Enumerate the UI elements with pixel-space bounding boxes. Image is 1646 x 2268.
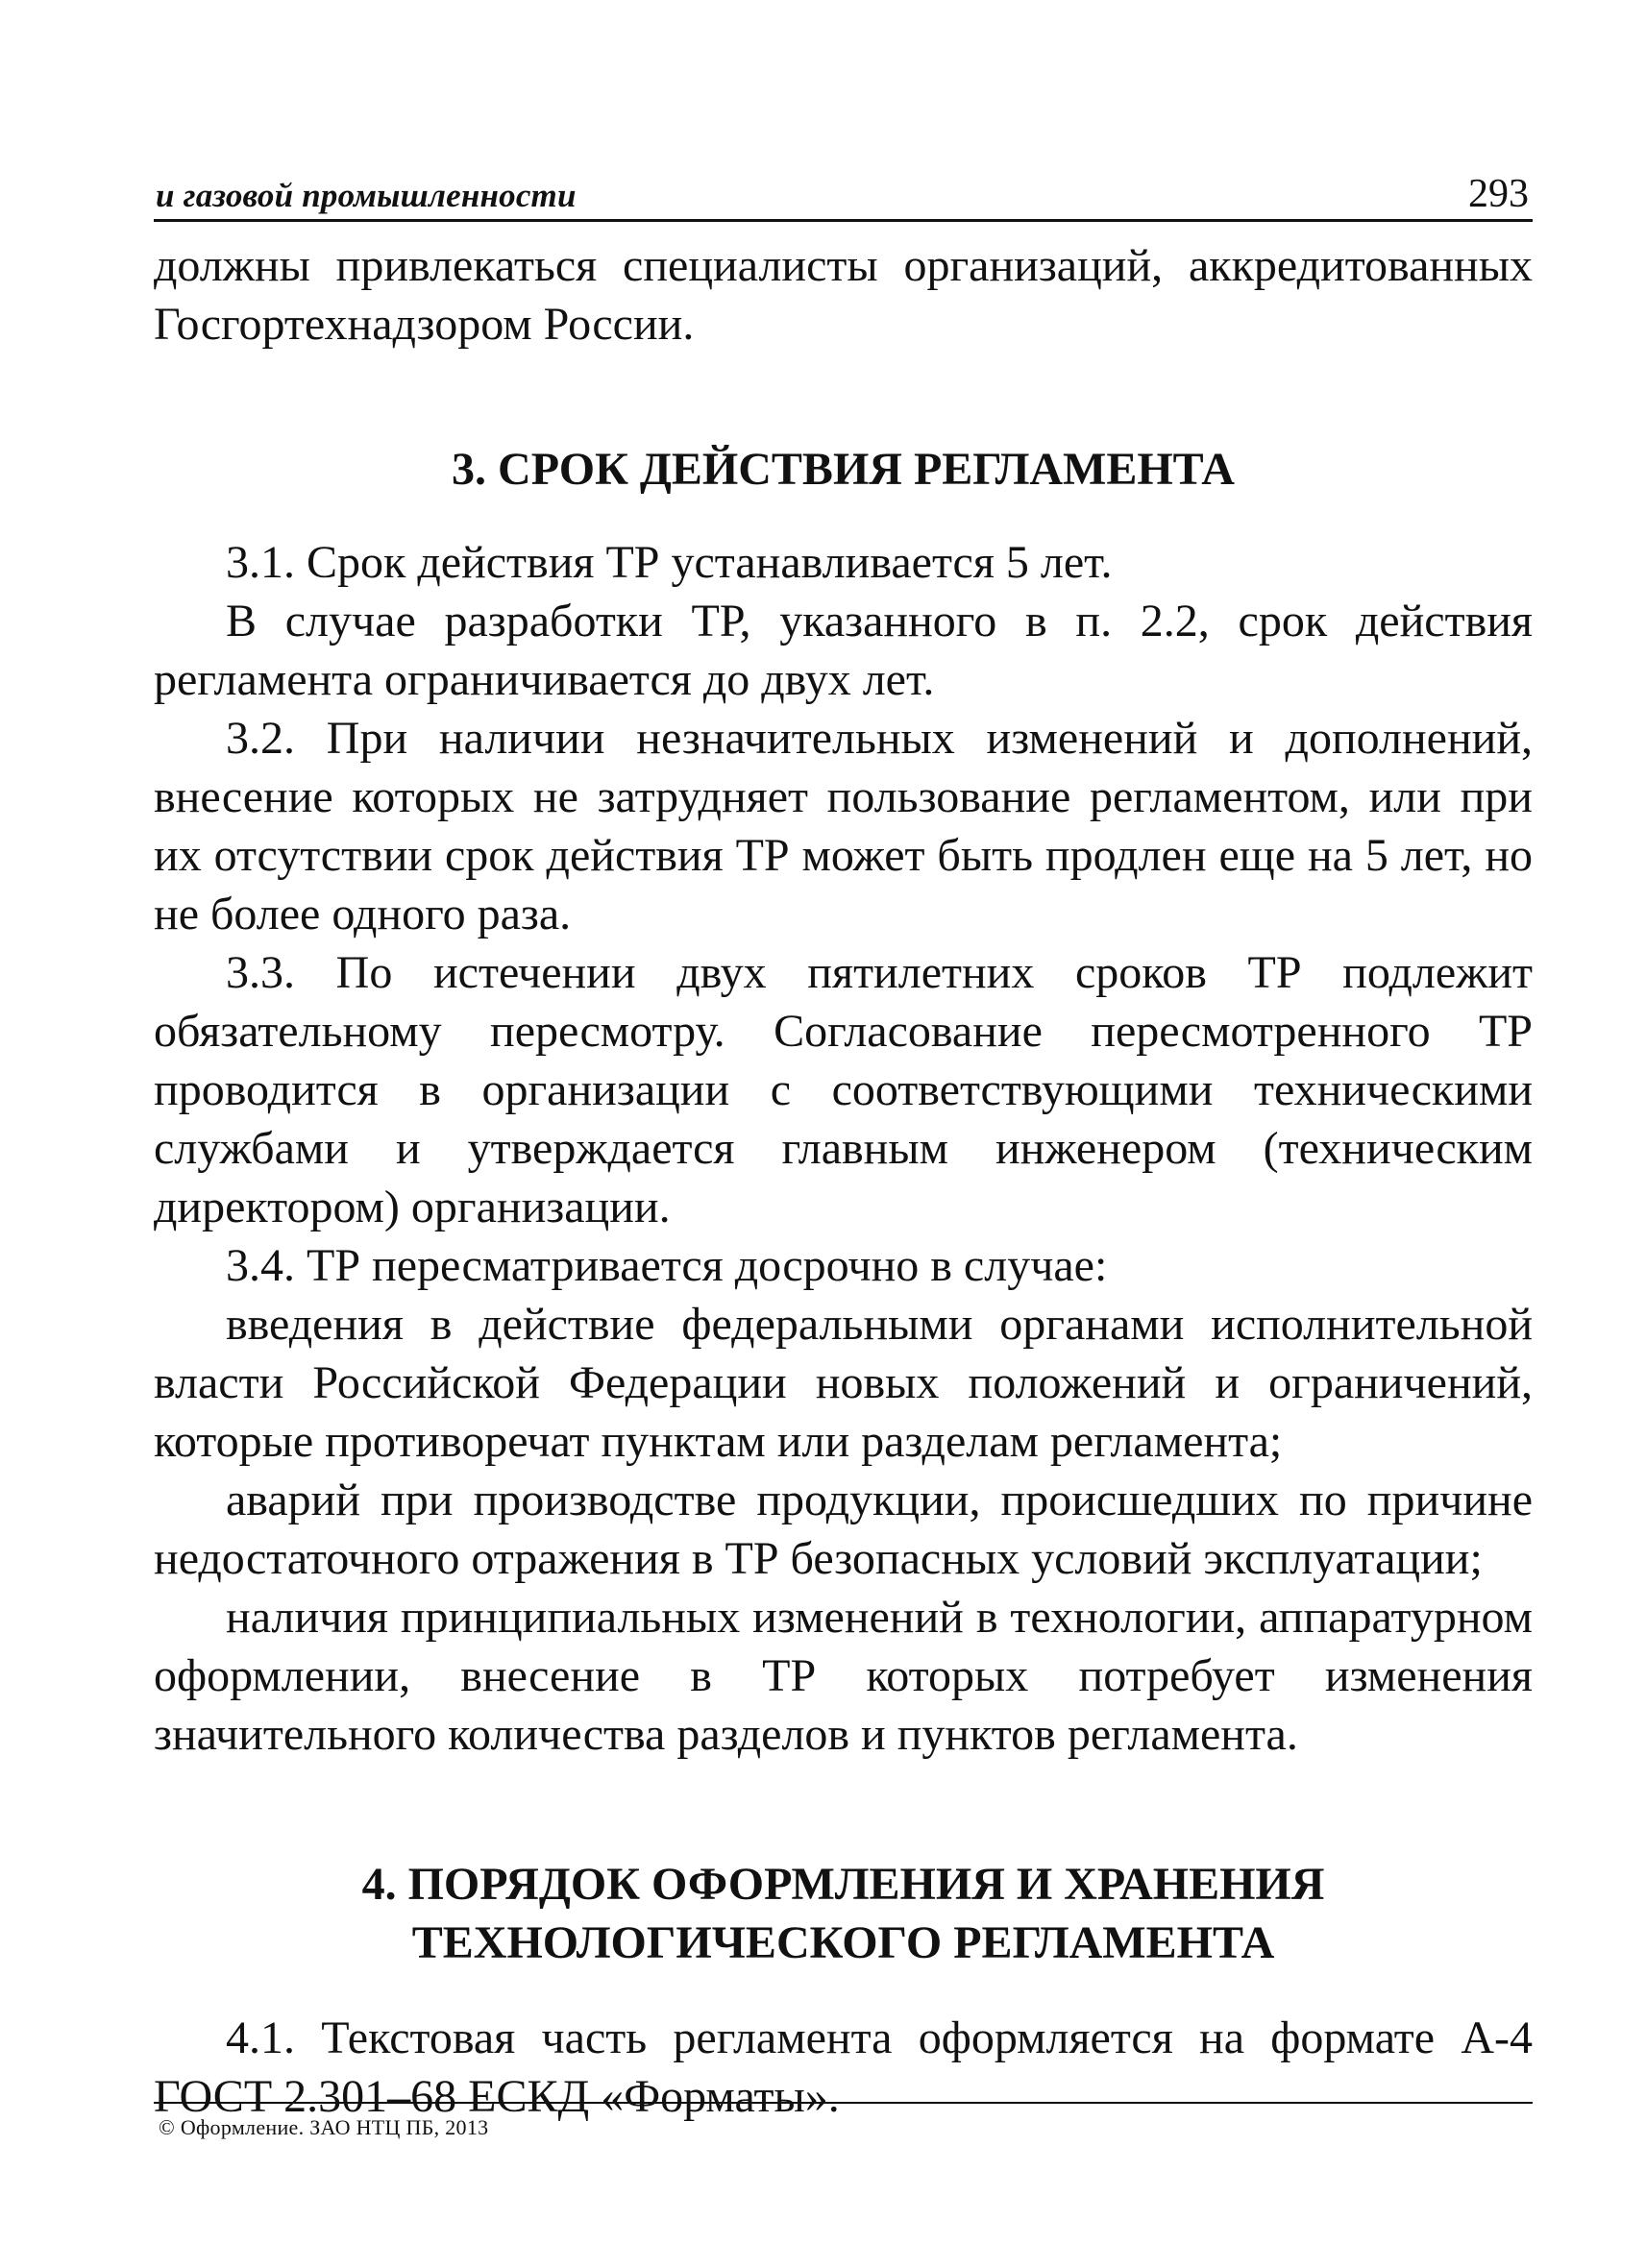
- running-header: [154, 171, 1533, 222]
- paragraph-3-1: 3.1. Срок действия ТР устанавливается 5 лет.: [226, 537, 1113, 588]
- paragraph-3-4-item-a: введения в действие федеральными органами исполнительной власти Российской Федерации новых положений и ограничений, которые противоречат пунктам или разделам регламента;: [154, 1299, 1533, 1467]
- section-4-heading-line-2: ТЕХНОЛОГИЧЕСКОГО РЕГЛАМЕНТА: [411, 1917, 1275, 1968]
- body-text: [154, 236, 1533, 2126]
- paragraph-3-2: 3.2. При наличии незначительных изменений и дополнений, внесение которых не затрудняет пользование регламентом, или при их отсутствии срок действия ТР может быть продлен еще на 5 лет, но не более одного раза.: [154, 713, 1533, 939]
- footer-copyright: © Оформление. ЗАО НТЦ ПБ, 2013: [159, 2115, 489, 2139]
- page-footer: [154, 2102, 1533, 2140]
- section-4-heading: [154, 1855, 1533, 1972]
- section-3-heading: 3. СРОК ДЕЙСТВИЯ РЕГЛАМЕНТА: [452, 444, 1235, 495]
- paragraph-intro: должны привлекаться специалисты организаций, аккредитованных Госгортехнадзором России.: [154, 240, 1533, 350]
- paragraph-3-4: 3.4. ТР пересматривается досрочно в случае:: [226, 1240, 1108, 1291]
- running-header-title: и газовой промышленности: [156, 177, 577, 214]
- document-page: [154, 0, 1533, 2268]
- section-4-heading-line-1: 4. ПОРЯДОК ОФОРМЛЕНИЯ И ХРАНЕНИЯ: [361, 1859, 1325, 1910]
- paragraph-3-4-item-b: аварий при производстве продукции, происшедших по причине недостаточного отражения в ТР безопасных условий эксплуатации;: [154, 1475, 1533, 1584]
- paragraph-3-4-item-c: наличия принципиальных изменений в технологии, аппаратурном оформлении, внесение в ТР которых потребует изменения значительного количества разделов и пунктов регламента.: [154, 1592, 1533, 1760]
- paragraph-3-3: 3.3. По истечении двух пятилетних сроков ТР подлежит обязательному пересмотру. Согласование пересмотренного ТР проводится в организации с соответствующими техническими службами и утверждается главным инженером (техническим директором) организации.: [154, 947, 1533, 1232]
- paragraph-3-1-continued: В случае разработки ТР, указанного в п. 2.2, срок действия регламента ограничивается до двух лет.: [154, 596, 1533, 705]
- paragraph-4-1: 4.1. Текстовая часть регламента оформляется на формате А-4 ГОСТ 2.301–68 ЕСКД «Форматы».: [154, 2012, 1533, 2122]
- page-number: 293: [1468, 172, 1529, 216]
